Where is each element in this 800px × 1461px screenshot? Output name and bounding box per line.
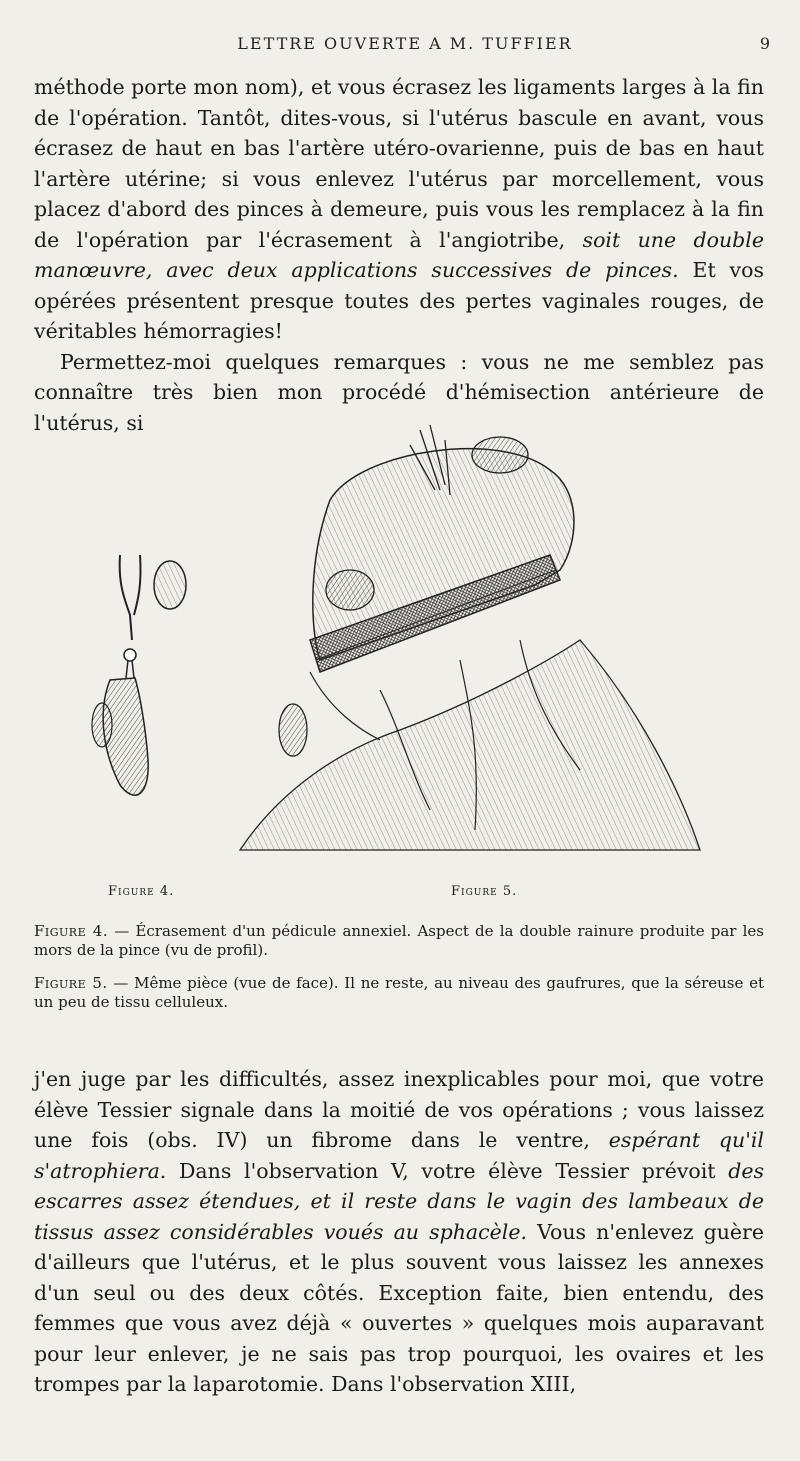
running-title: LETTRE OUVERTE A M. TUFFIER [237, 34, 573, 53]
caption-figure-5: Figure 5. — Même pièce (vue de face). Il ne reste, au niveau des gaufrures, que la séreuse et un peu de tissu celluleux. [34, 974, 764, 1011]
paragraph-1: méthode porte mon nom), et vous écrasez les ligaments larges à la fin de l'opération. Tantôt, dites-vous, si l'utérus bascule en avant, vous écrasez de haut en bas l'artère utéro-ovarienne, puis de bas en haut l'artère utérine; si vous enlevez l'utérus par morcellement, vous placez d'abord des pinces à demeure, puis vous les remplacez à la fin de l'opération par l'écrasement à l'angiotribe, soit une double manœuvre, avec deux applications successives de pinces. Et vos opérées présentent presque toutes des pertes vaginales rouges, de véritables hémorragies! [34, 75, 764, 343]
figure-captions [34, 922, 764, 1026]
figure-4-label: Figure 4. [108, 884, 175, 899]
body-text-top [34, 72, 764, 438]
running-head [40, 34, 770, 56]
caption-figure-4: Figure 4. — Écrasement d'un pédicule annexiel. Aspect de la double rainure produite par les mors de la pince (vu de profil). [34, 922, 764, 959]
body-text-bottom [34, 1064, 764, 1400]
italic-phrase: soit une double manœuvre, avec deux applications successives de pinces. [34, 227, 764, 282]
figures-engraving [80, 410, 740, 880]
page-number: 9 [759, 34, 770, 53]
engraving-illustration [80, 410, 740, 880]
figure-4-drawing [92, 555, 186, 795]
figure-5-drawing [240, 425, 700, 850]
paragraph-3: j'en juge par les difficultés, assez inexplicables pour moi, que votre élève Tessier signale dans la moitié de vos opérations ; vous laissez une fois (obs. IV) un fibrome dans le ventre, espérant qu'il s'atrophiera. Dans l'observation V, votre élève Tessier prévoit des escarres assez étendues, et il reste dans le vagin des lambeaux de tissus assez considérables voués au sphacèle. Vous n'enlevez guère d'ailleurs que l'utérus, et le plus souvent vous laissez les annexes d'un seul ou des deux côtés. Exception faite, bien entendu, des femmes que vous avez déjà « ouvertes » quelques mois auparavant pour leur enlever, je ne sais pas trop pourquoi, les ovaires et les trompes par la laparotomie. Dans l'observation XIII, [34, 1067, 764, 1396]
figure-5-label: Figure 5. [451, 884, 518, 899]
paragraph-2: Permettez-moi quelques remarques : vous ne me semblez pas connaître très bien mon procédé d'hémisection antérieure de l'utérus, si [34, 349, 764, 435]
